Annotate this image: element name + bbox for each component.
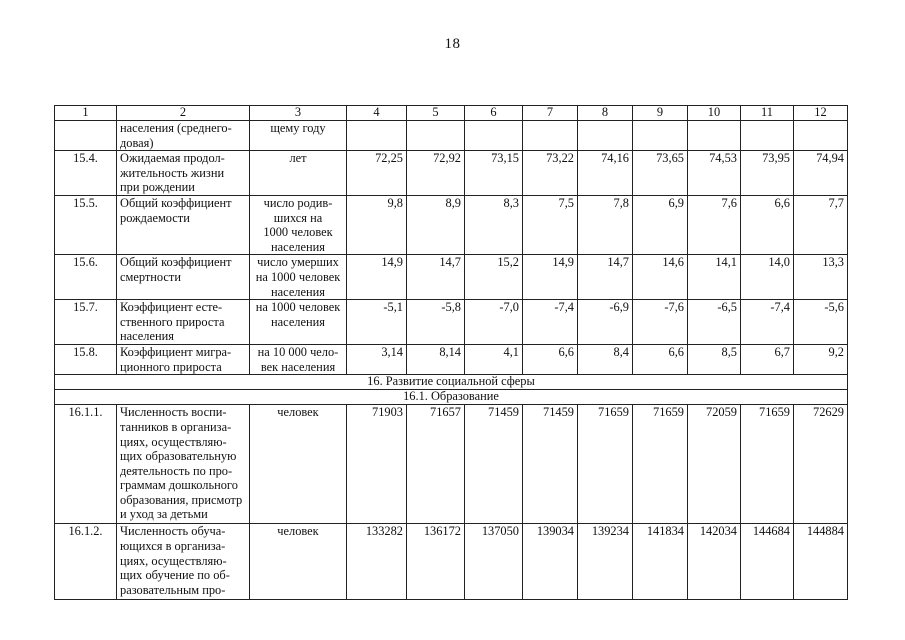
value-cell: 139234 (578, 524, 633, 600)
value-cell: 6,9 (633, 195, 688, 254)
row-id-cell: 16.1.1. (55, 405, 117, 524)
row-id-cell: 15.5. (55, 195, 117, 254)
value-cell: 71659 (578, 405, 633, 524)
column-number-cell: 3 (250, 106, 347, 121)
value-cell: -7,0 (465, 300, 523, 345)
row-id-cell: 15.7. (55, 300, 117, 345)
table-row (55, 345, 848, 375)
value-cell: 14,6 (633, 255, 688, 300)
indicator-name-cell: Численность воспи- танников в организа- циях, осуществляю- щих образовательную деятельность по про- граммам дошкольного образования, присмотр и уход за детьми (117, 405, 250, 524)
value-cell: 73,22 (523, 151, 578, 196)
value-cell: 15,2 (465, 255, 523, 300)
value-cell: 8,5 (688, 345, 741, 375)
row-id-cell: 16.1.2. (55, 524, 117, 600)
column-number-cell: 4 (347, 106, 407, 121)
table-row (55, 195, 848, 254)
value-cell: 71657 (407, 405, 465, 524)
value-cell: -6,5 (688, 300, 741, 345)
value-cell: -6,9 (578, 300, 633, 345)
value-cell: -7,4 (741, 300, 794, 345)
statistics-table (54, 105, 848, 600)
value-cell: 7,6 (688, 195, 741, 254)
indicator-name-cell: Ожидаемая продол- жительность жизни при рождении (117, 151, 250, 196)
table-row (55, 524, 848, 600)
value-cell: 144684 (741, 524, 794, 600)
value-cell: 14,9 (347, 255, 407, 300)
row-id-cell: 15.4. (55, 151, 117, 196)
indicator-name-cell: Общий коэффициент рождаемости (117, 195, 250, 254)
value-cell: 72,25 (347, 151, 407, 196)
row-id-cell: 15.8. (55, 345, 117, 375)
unit-cell: на 1000 человек населения (250, 300, 347, 345)
unit-cell: число умерших на 1000 человек населения (250, 255, 347, 300)
column-number-cell: 12 (794, 106, 848, 121)
table-row (55, 300, 848, 345)
column-number-row (55, 106, 848, 121)
value-cell: 74,53 (688, 151, 741, 196)
column-number-cell: 9 (633, 106, 688, 121)
value-cell: 6,6 (523, 345, 578, 375)
row-id-cell (55, 121, 117, 151)
value-cell (741, 121, 794, 151)
section-heading: 16.1. Образование (55, 390, 848, 405)
column-number-cell: 10 (688, 106, 741, 121)
table-row (55, 151, 848, 196)
value-cell: -5,8 (407, 300, 465, 345)
value-cell: 8,4 (578, 345, 633, 375)
indicator-name-cell: Коэффициент мигра- ционного прироста (117, 345, 250, 375)
value-cell (794, 121, 848, 151)
value-cell (688, 121, 741, 151)
value-cell: 136172 (407, 524, 465, 600)
value-cell: -5,1 (347, 300, 407, 345)
value-cell: 13,3 (794, 255, 848, 300)
value-cell: 72059 (688, 405, 741, 524)
value-cell: 7,5 (523, 195, 578, 254)
column-number-cell: 7 (523, 106, 578, 121)
value-cell: 71903 (347, 405, 407, 524)
column-number-cell: 11 (741, 106, 794, 121)
value-cell: 133282 (347, 524, 407, 600)
indicator-name-cell: Численность обуча- ющихся в организа- циях, осуществляю- щих обучение по об- разовательным про- (117, 524, 250, 600)
value-cell: 14,7 (407, 255, 465, 300)
value-cell: 72,92 (407, 151, 465, 196)
value-cell: 8,3 (465, 195, 523, 254)
value-cell: 142034 (688, 524, 741, 600)
value-cell: 8,9 (407, 195, 465, 254)
value-cell: 6,6 (633, 345, 688, 375)
value-cell: 141834 (633, 524, 688, 600)
value-cell (523, 121, 578, 151)
unit-cell: на 10 000 чело- век населения (250, 345, 347, 375)
value-cell: -5,6 (794, 300, 848, 345)
table-row (55, 255, 848, 300)
value-cell: 9,2 (794, 345, 848, 375)
section-heading-row (55, 375, 848, 390)
value-cell: 7,7 (794, 195, 848, 254)
value-cell (465, 121, 523, 151)
column-number-cell: 6 (465, 106, 523, 121)
column-number-cell: 2 (117, 106, 250, 121)
value-cell: 14,7 (578, 255, 633, 300)
page-number: 18 (444, 36, 461, 52)
unit-cell: число родив- шихся на 1000 человек населения (250, 195, 347, 254)
value-cell: 71659 (633, 405, 688, 524)
value-cell: 14,9 (523, 255, 578, 300)
column-number-cell: 8 (578, 106, 633, 121)
indicator-name-cell: Общий коэффициент смертности (117, 255, 250, 300)
value-cell (633, 121, 688, 151)
value-cell (578, 121, 633, 151)
section-heading: 16. Развитие социальной сферы (55, 375, 848, 390)
value-cell: 71459 (465, 405, 523, 524)
table-row (55, 121, 848, 151)
value-cell: 14,1 (688, 255, 741, 300)
value-cell: 71459 (523, 405, 578, 524)
value-cell: 4,1 (465, 345, 523, 375)
value-cell: -7,4 (523, 300, 578, 345)
table-row (55, 405, 848, 524)
value-cell: 73,65 (633, 151, 688, 196)
value-cell: 7,8 (578, 195, 633, 254)
value-cell: 71659 (741, 405, 794, 524)
unit-cell: лет (250, 151, 347, 196)
value-cell: -7,6 (633, 300, 688, 345)
value-cell: 139034 (523, 524, 578, 600)
value-cell: 73,15 (465, 151, 523, 196)
unit-cell: человек (250, 405, 347, 524)
value-cell: 74,16 (578, 151, 633, 196)
value-cell (347, 121, 407, 151)
value-cell: 3,14 (347, 345, 407, 375)
section-heading-row (55, 390, 848, 405)
value-cell: 144884 (794, 524, 848, 600)
value-cell: 72629 (794, 405, 848, 524)
column-number-cell: 1 (55, 106, 117, 121)
indicator-name-cell: населения (среднего- довая) (117, 121, 250, 151)
unit-cell: человек (250, 524, 347, 600)
value-cell: 6,7 (741, 345, 794, 375)
column-number-cell: 5 (407, 106, 465, 121)
row-id-cell: 15.6. (55, 255, 117, 300)
value-cell: 14,0 (741, 255, 794, 300)
value-cell: 137050 (465, 524, 523, 600)
value-cell: 9,8 (347, 195, 407, 254)
unit-cell: щему году (250, 121, 347, 151)
indicator-name-cell: Коэффициент есте- ственного прироста населения (117, 300, 250, 345)
value-cell: 73,95 (741, 151, 794, 196)
value-cell: 6,6 (741, 195, 794, 254)
value-cell: 8,14 (407, 345, 465, 375)
value-cell: 74,94 (794, 151, 848, 196)
value-cell (407, 121, 465, 151)
